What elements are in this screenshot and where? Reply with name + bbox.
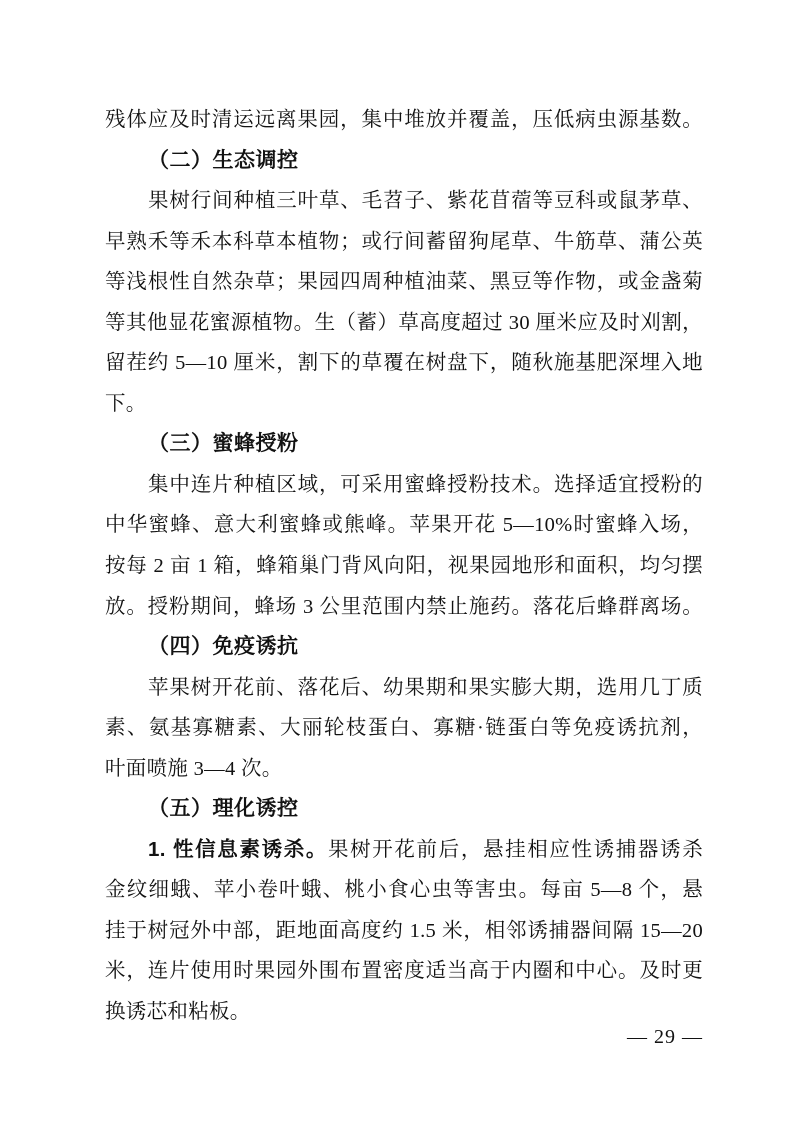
section-heading: （五）理化诱控 [148, 797, 299, 821]
text-run: 按每 2 亩 1 箱，蜂箱巢门背风向阳，视果园地形和面积，均匀摆 [105, 555, 703, 578]
text-line [105, 262, 703, 303]
text-line [105, 505, 703, 546]
text-run: 中华蜜蜂、意大利蜜蜂或熊峰。苹果开花 5—10%时蜜蜂入场， [105, 514, 703, 537]
text-run: 果树行间种植三叶草、毛苕子、紫花苜蓿等豆科或鼠茅草、 [148, 190, 703, 213]
text-line [105, 992, 703, 1033]
text-line [105, 546, 703, 587]
text-run: 苹果树开花前、落花后、幼果期和果实膨大期，选用几丁质 [148, 676, 703, 699]
text-run: 等其他显花蜜源植物。生（蓄）草高度超过 30 厘米应及时刈割， [105, 311, 703, 334]
text-line [105, 951, 703, 992]
text-line [105, 100, 703, 141]
text-line [105, 708, 703, 749]
text-run: 早熟禾等禾本科草本植物；或行间蓄留狗尾草、牛筋草、蒲公英 [105, 230, 703, 253]
text-run: 留茬约 5—10 厘米，割下的草覆在树盘下，随秋施基肥深埋入地 [105, 352, 703, 375]
text-line [105, 911, 703, 952]
text-run: 挂于树冠外中部，距地面高度约 1.5 米，相邻诱捕器间隔 15—20 [105, 919, 703, 942]
text-line [105, 587, 703, 628]
page-number: — 29 — [627, 1026, 703, 1048]
text-line [105, 222, 703, 263]
text-run: 集中连片种植区域，可采用蜜蜂授粉技术。选择适宜授粉的 [148, 473, 703, 496]
section-heading: （四）免疫诱抗 [148, 635, 299, 659]
text-line [105, 830, 703, 871]
section-heading: （三）蜜蜂授粉 [148, 432, 299, 456]
text-run: 素、氨基寡糖素、大丽轮枝蛋白、寡糖·链蛋白等免疫诱抗剂， [105, 717, 703, 740]
text-line [105, 870, 703, 911]
text-run: 残体应及时清运远离果园，集中堆放并覆盖，压低病虫源基数。 [105, 109, 703, 131]
text-run: 金纹细蛾、苹小卷叶蛾、桃小食心虫等害虫。每亩 5—8 个，悬 [105, 879, 703, 902]
text-run: 等浅根性自然杂草；果园四周种植油菜、黑豆等作物，或金盏菊 [105, 271, 703, 294]
text-run: 米，连片使用时果园外围布置密度适当高于内圈和中心。及时更 [105, 960, 703, 983]
document-body [105, 100, 703, 1033]
text-run: 放。授粉期间，蜂场 3 公里范围内禁止施药。落花后蜂群离场。 [105, 595, 703, 618]
text-run: 换诱芯和粘板。 [105, 1001, 251, 1024]
text-line [105, 303, 703, 344]
text-run: 叶面喷施 3—4 次。 [105, 757, 283, 780]
section-heading: （二）生态调控 [148, 148, 299, 172]
text-run: 下。 [105, 392, 147, 415]
text-run: 果树开花前后，悬挂相应性诱捕器诱杀 [328, 838, 703, 861]
bold-lead-run: 1. 性信息素诱杀。 [148, 837, 328, 861]
text-line [105, 668, 703, 709]
text-line [105, 181, 703, 222]
text-line [105, 465, 703, 506]
text-line [105, 749, 703, 790]
text-line [105, 384, 703, 425]
text-line [105, 343, 703, 384]
